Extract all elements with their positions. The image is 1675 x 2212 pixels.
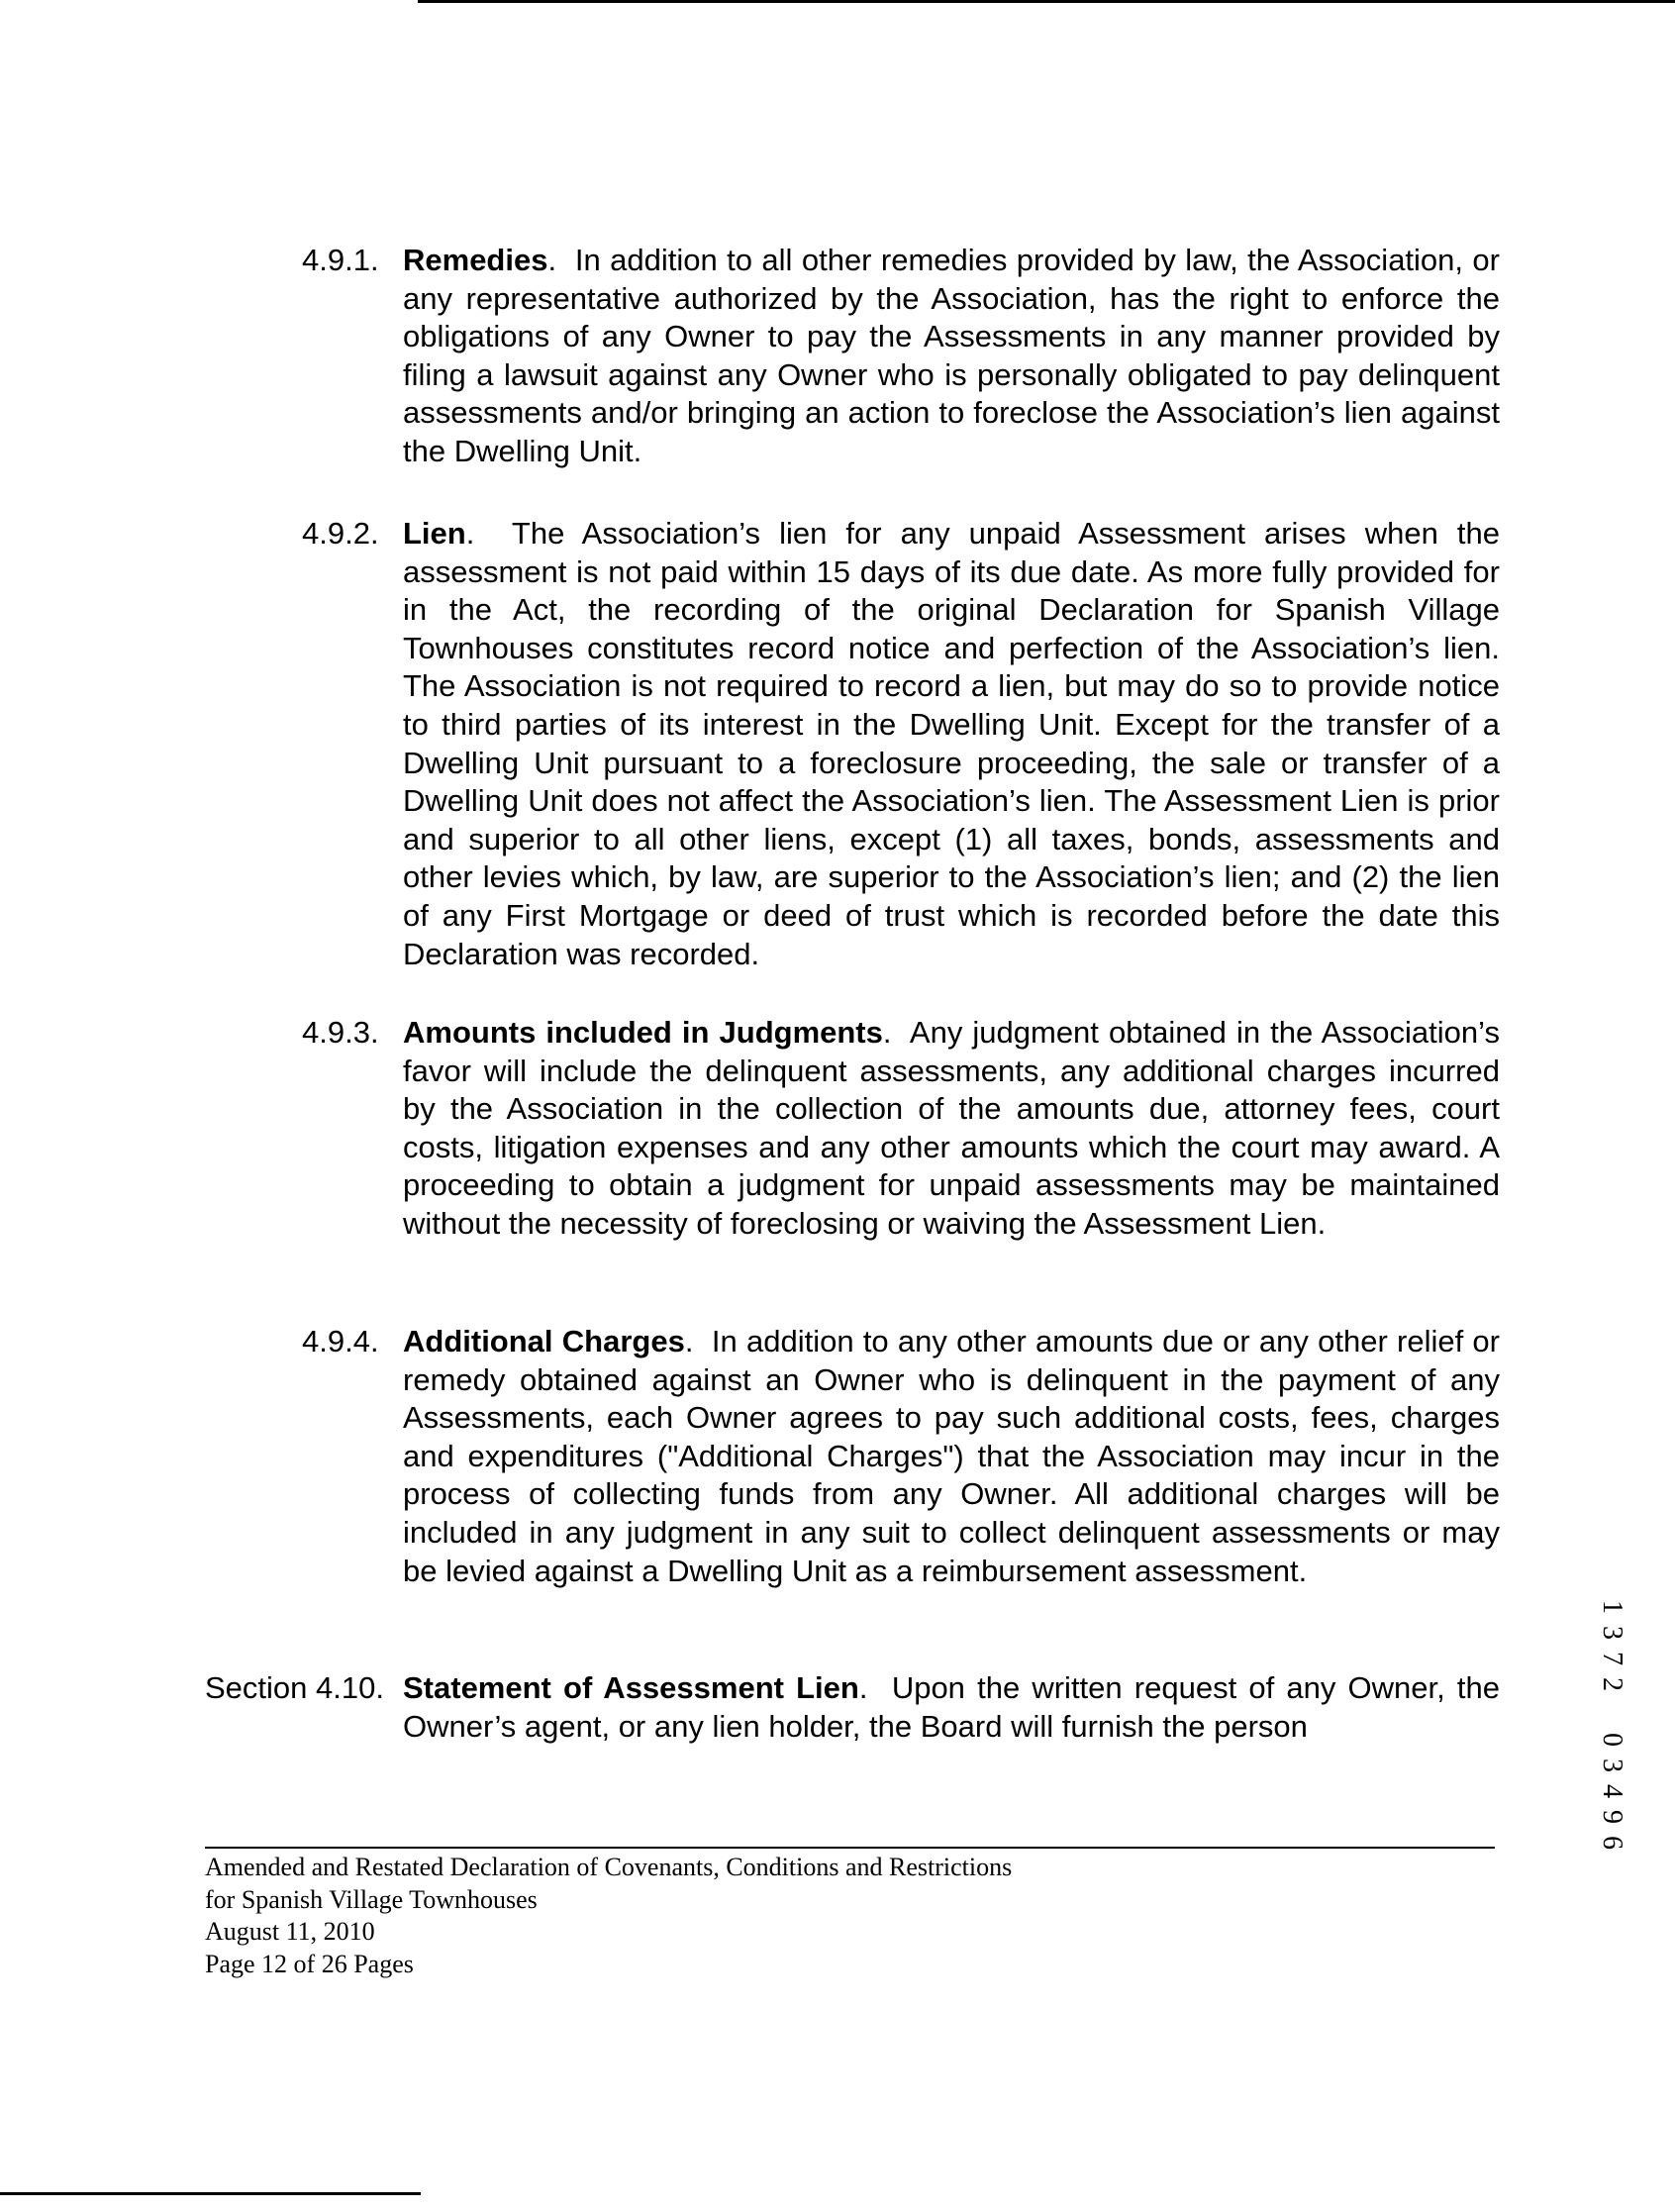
paragraph-number: 4.9.3. — [302, 1015, 379, 1050]
recording-stamp — [1582, 1594, 1641, 1856]
paragraph-4-9-4 — [302, 1323, 1500, 1590]
stamp-digit: 3 — [1597, 1759, 1627, 1772]
paragraph-text: Upon the written request of any Owner, the Owner’s agent, or any lien holder, the Board will furnish the person — [403, 1670, 1501, 1744]
footer-document-subtitle: for Spanish Village Townhouses — [205, 1884, 538, 1914]
paragraph-4-9-1 — [302, 242, 1500, 471]
stamp-digit: 1 — [1597, 1600, 1627, 1614]
paragraph-text: The Association’s lien for any unpaid Assessment arises when the assessment is not paid within 15 days of its due date. As more fully provided for in the Act, the recording of the original Declaration for Spanish Village Townhouses constitutes record notice and perfection of the Association’s lien. The Association is not required to record a lien, but may do so to provide notice to third parties of its interest in the Dwelling Unit. Except for the transfer of a Dwelling Unit pursuant to a foreclosure proceeding, the sale or transfer of a Dwelling Unit does not affect the Association’s lien. The Assessment Lien is prior and superior to all other liens, except (1) all taxes, bonds, assessments and other levies which, by law, are superior to the Association’s lien; and (2) the lien of any First Mortgage or deed of trust which is recorded before the date this Declaration was recorded. — [403, 516, 1500, 971]
stamp-digit: 4 — [1597, 1784, 1627, 1798]
paragraph-4-9-2 — [302, 515, 1500, 973]
page-footer — [205, 1852, 1012, 1980]
paragraph-body: Amounts included in Judgments. Any judgment obtained in the Association’s favor will include the delinquent assessments, any additional charges incurred by the Association in the collection of the amounts due, attorney fees, court costs, litigation expenses and any other amounts which the court may award. A proceeding to obtain a judgment for unpaid assessments may be maintained without the necessity of foreclosing or waiving the Assessment Lien. — [403, 1015, 1500, 1241]
section-number: Section 4.10. — [205, 1670, 384, 1705]
paragraph-heading: Remedies — [403, 243, 548, 277]
section-4-10 — [205, 1669, 1500, 1746]
paragraph-body: Statement of Assessment Lien. Upon the written request of any Owner, the Owner’s agent, or any lien holder, the Board will furnish the person — [403, 1670, 1501, 1744]
paragraph-number: 4.9.4. — [302, 1324, 379, 1358]
stamp-digit: 0 — [1597, 1733, 1627, 1747]
paragraph-number: 4.9.2. — [302, 516, 379, 551]
paragraph-number: 4.9.1. — [302, 243, 379, 277]
stamp-digit: 3 — [1597, 1626, 1627, 1640]
stamp-digit: 7 — [1597, 1652, 1627, 1665]
paragraph-body: Additional Charges. In addition to any other amounts due or any other relief or remedy obtained against an Owner who is delinquent in the payment of any Assessments, each Owner agrees to pay such additional costs, fees, charges and expenditures ("Additional Charges") that the Association may incur in the process of collecting funds from any Owner. All additional charges will be included in any judgment in any suit to collect delinquent assessments or may be levied against a Dwelling Unit as a reimbursement assessment. — [403, 1324, 1500, 1588]
stamp-digit: 9 — [1597, 1810, 1627, 1824]
section-heading: Statement of Assessment Lien — [403, 1670, 859, 1705]
bottom-border-line — [0, 2192, 421, 2195]
footer-date: August 11, 2010 — [205, 1917, 375, 1946]
paragraph-4-9-3 — [302, 1014, 1500, 1244]
footer-document-title: Amended and Restated Declaration of Covenants, Conditions and Restrictions — [205, 1853, 1013, 1881]
paragraph-text: In addition to any other amounts due or any other relief or remedy obtained against an Owner who is delinquent in the payment of any Assessments, each Owner agrees to pay such additional costs, fees, charges and expenditures ("Additional Charges") that the Association may incur in the process of collecting funds from any Owner. All additional charges will be included in any judgment in any suit to collect delinquent assessments or may be levied against a Dwelling Unit as a reimbursement assessment. — [403, 1324, 1500, 1588]
footer-divider — [205, 1847, 1495, 1849]
paragraph-heading: Amounts included in Judgments — [403, 1015, 883, 1050]
paragraph-text: In addition to all other remedies provided by law, the Association, or any representative authorized by the Association, has the right to enforce the obligations of any Owner to pay the Assessments in any manner provided by filing a lawsuit against any Owner who is personally obligated to pay delinquent assessments and/or bringing an action to foreclose the Association’s lien against the Dwelling Unit. — [403, 243, 1501, 468]
paragraph-body: Remedies. In addition to all other remedies provided by law, the Association, or any representative authorized by the Association, has the right to enforce the obligations of any Owner to pay the Assessments in any manner provided by filing a lawsuit against any Owner who is personally obligated to pay delinquent assessments and/or bringing an action to foreclose the Association’s lien against the Dwelling Unit. — [403, 243, 1501, 468]
paragraph-text: Any judgment obtained in the Association’s favor will include the delinquent assessments, any additional charges incurred by the Association in the collection of the amounts due, attorney fees, court costs, litigation expenses and any other amounts which the court may award. A proceeding to obtain a judgment for unpaid assessments may be maintained without the necessity of foreclosing or waiving the Assessment Lien. — [403, 1015, 1500, 1241]
stamp-digit: 6 — [1597, 1836, 1627, 1850]
paragraph-heading: Lien — [403, 516, 466, 551]
paragraph-heading: Additional Charges — [403, 1324, 685, 1358]
paragraph-body: Lien. The Association’s lien for any unpaid Assessment arises when the assessment is not paid within 15 days of its due date. As more fully provided for in the Act, the recording of the original Declaration for Spanish Village Townhouses constitutes record notice and perfection of the Association’s lien. The Association is not required to record a lien, but may do so to provide notice to third parties of its interest in the Dwelling Unit. Except for the transfer of a Dwelling Unit pursuant to a foreclosure proceeding, the sale or transfer of a Dwelling Unit does not affect the Association’s lien. The Assessment Lien is prior and superior to all other liens, except (1) all taxes, bonds, assessments and other levies which, by law, are superior to the Association’s lien; and (2) the lien of any First Mortgage or deed of trust which is recorded before the date this Declaration was recorded. — [403, 516, 1500, 971]
footer-page-number: Page 12 of 26 Pages — [205, 1949, 414, 1978]
top-border-line — [418, 0, 1675, 3]
stamp-digit: 2 — [1597, 1677, 1627, 1691]
